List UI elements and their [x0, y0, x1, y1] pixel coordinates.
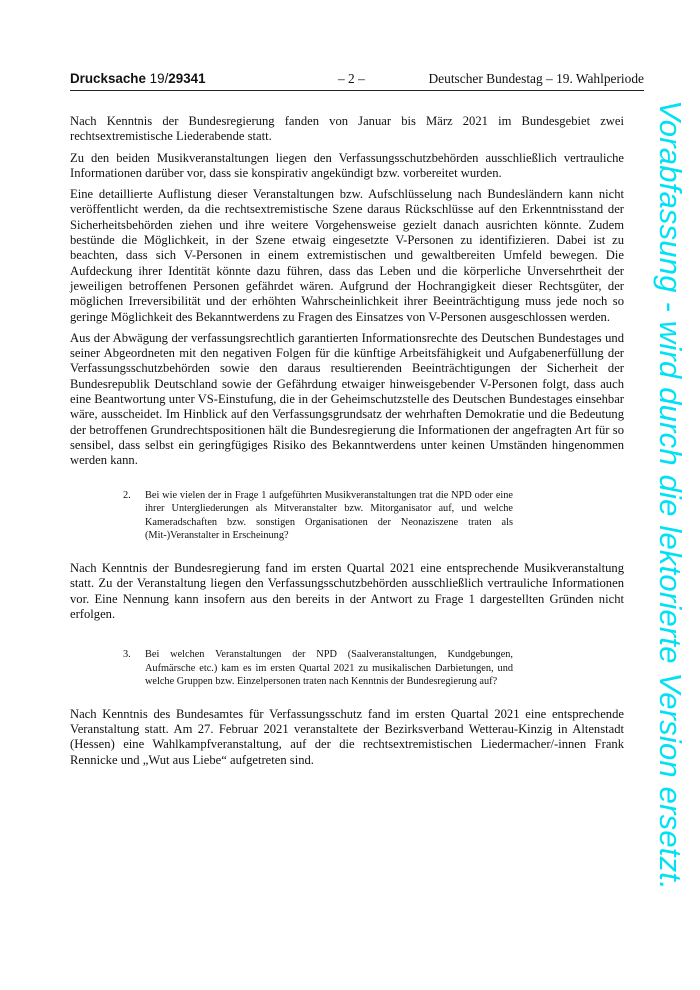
watermark-text: Vorabfassung - wird durch die lektorierte Version ersetzt.: [653, 100, 688, 890]
question-number: 2.: [123, 489, 131, 501]
question-text: Bei welchen Veranstaltungen der NPD (Saalveranstaltungen, Kundgebungen, Aufmärsche etc.) kam es im ersten Quartal 2021 zu musikalischen Darbietungen, und welche Gruppen bzw. Einzelpersonen traten nach Kenntnis der Bundesregierung auf?: [145, 649, 513, 688]
paragraph: Zu den beiden Musikveranstaltungen liegen den Verfassungsschutzbehörden ausschließlich vertrauliche Informationen darüber vor, dass sie konspirativ angekündigt bzw. vorbereitet wurden.: [70, 150, 624, 180]
parliament-label: Deutscher Bundestag – 19. Wahlperiode: [428, 71, 644, 86]
paragraph: Eine detaillierte Auflistung dieser Veranstaltungen bzw. Aufschlüsselung nach Bundesländern kann nicht veröffentlicht werden, da die rechtsextremistische Szene daraus Rückschlüsse auf den Erkenntnisstand der Sicherheitsbehörden ziehen und ihre weitere Vorgehensweise gezielt danach ausrichten könnte. Zudem bestünde die Möglichkeit, in der Szene etwaig eingesetzte V-Personen zu identifizieren. Dabei ist zu beachten, dass sich V-Personen in einem extremistischen und gewaltbereiten Umfeld bewegen. Die Aufdeckung ihrer Identität könnte dazu führen, dass das Leben und die körperliche Unversehrtheit der jeweiligen betroffenen Personen gefährdet wären. Aufgrund der Hochrangigkeit dieser Rechtsgüter, der möglichen Irreversibilität und der erhöhten Wahrscheinlichkeit ihrer Beeinträchtigung muss jede noch so geringe Möglichkeit des Bekanntwerdens zu Fragen des Einsatzes von V-Personen ausgeschlossen werden.: [70, 187, 624, 324]
question-2: [123, 489, 513, 543]
page-header: [70, 70, 644, 90]
answer-2: Nach Kenntnis der Bundesregierung fand im ersten Quartal 2021 eine entsprechende Musikveranstaltung statt. Zu der Veranstaltung liegen den Verfassungsschutzbehörden ausschließlich vertrauliche Informationen vor. Eine Nennung kann insofern aus den bereits in der Antwort zu Frage 1 dargestellten Gründen nicht erfolgen.: [70, 560, 624, 621]
document-number: [70, 70, 206, 88]
document-body: [70, 114, 624, 774]
question-text: Bei wie vielen der in Frage 1 aufgeführten Musikveranstaltungen trat die NPD oder eine ihrer Untergliederungen als Mitveranstalter bzw. Mitorganisator auf, und welche Kameradschaften bzw. sonstigen Organisationen der Neonaziszene traten als (Mit-)Veranstalter in Erscheinung?: [145, 489, 513, 542]
document-number-value: 29341: [168, 71, 206, 86]
draft-watermark: [645, 100, 695, 890]
answer-3: Nach Kenntnis des Bundesamtes für Verfassungsschutz fand im ersten Quartal 2021 eine entsprechende Veranstaltung statt. Am 27. Februar 2021 veranstaltete der Bezirksverband Wetterau-Kinzig in Altenstadt (Hessen) eine Wahlkampfveranstaltung, auf der die rechtsextremistischen Liedermacher/-innen Frank Rennicke und „Wut aus Liebe“ aufgetreten sind.: [70, 706, 624, 767]
document-number-prefix: 19/: [149, 71, 169, 86]
paragraph: Aus der Abwägung der verfassungsrechtlich garantierten Informationsrechte des Deutschen Bundestages und seiner Abgeordneten mit den negativen Folgen für die künftige Arbeitsfähigkeit und Aufgabenerfüllung der Verfassungsschutzbehörden sowie den daraus resultierenden Beeinträchtigungen der Sicherheit der Bundesrepublik Deutschland sowie der Gefährdung etwaiger hinweisgebender V-Personen folgt, dass auch eine Beantwortung unter VS-Einstufung, die in der Geheimschutzstelle des Deutschen Bundestages einsehbar wäre, ausscheidet. Im Hinblick auf den Verfassungsgrundsatz der wehrhaften Demokratie und die Bedeutung der betroffenen Grundrechtspositionen hält die Bundesregierung die Informationen der angefragten Art für so sensibel, dass selbst ein geringfügiges Risiko des Bekanntwerdens unter keinen Umständen hingenommen werden kann.: [70, 330, 624, 468]
page-number: – 2 –: [338, 71, 365, 86]
paragraph: Nach Kenntnis der Bundesregierung fanden von Januar bis März 2021 im Bundesgebiet zwei rechtsextremistische Liederabende statt.: [70, 114, 624, 144]
question-number: 3.: [123, 649, 131, 661]
question-3: [123, 648, 513, 689]
header-rule: [70, 90, 644, 91]
document-label: Drucksache: [70, 71, 146, 86]
